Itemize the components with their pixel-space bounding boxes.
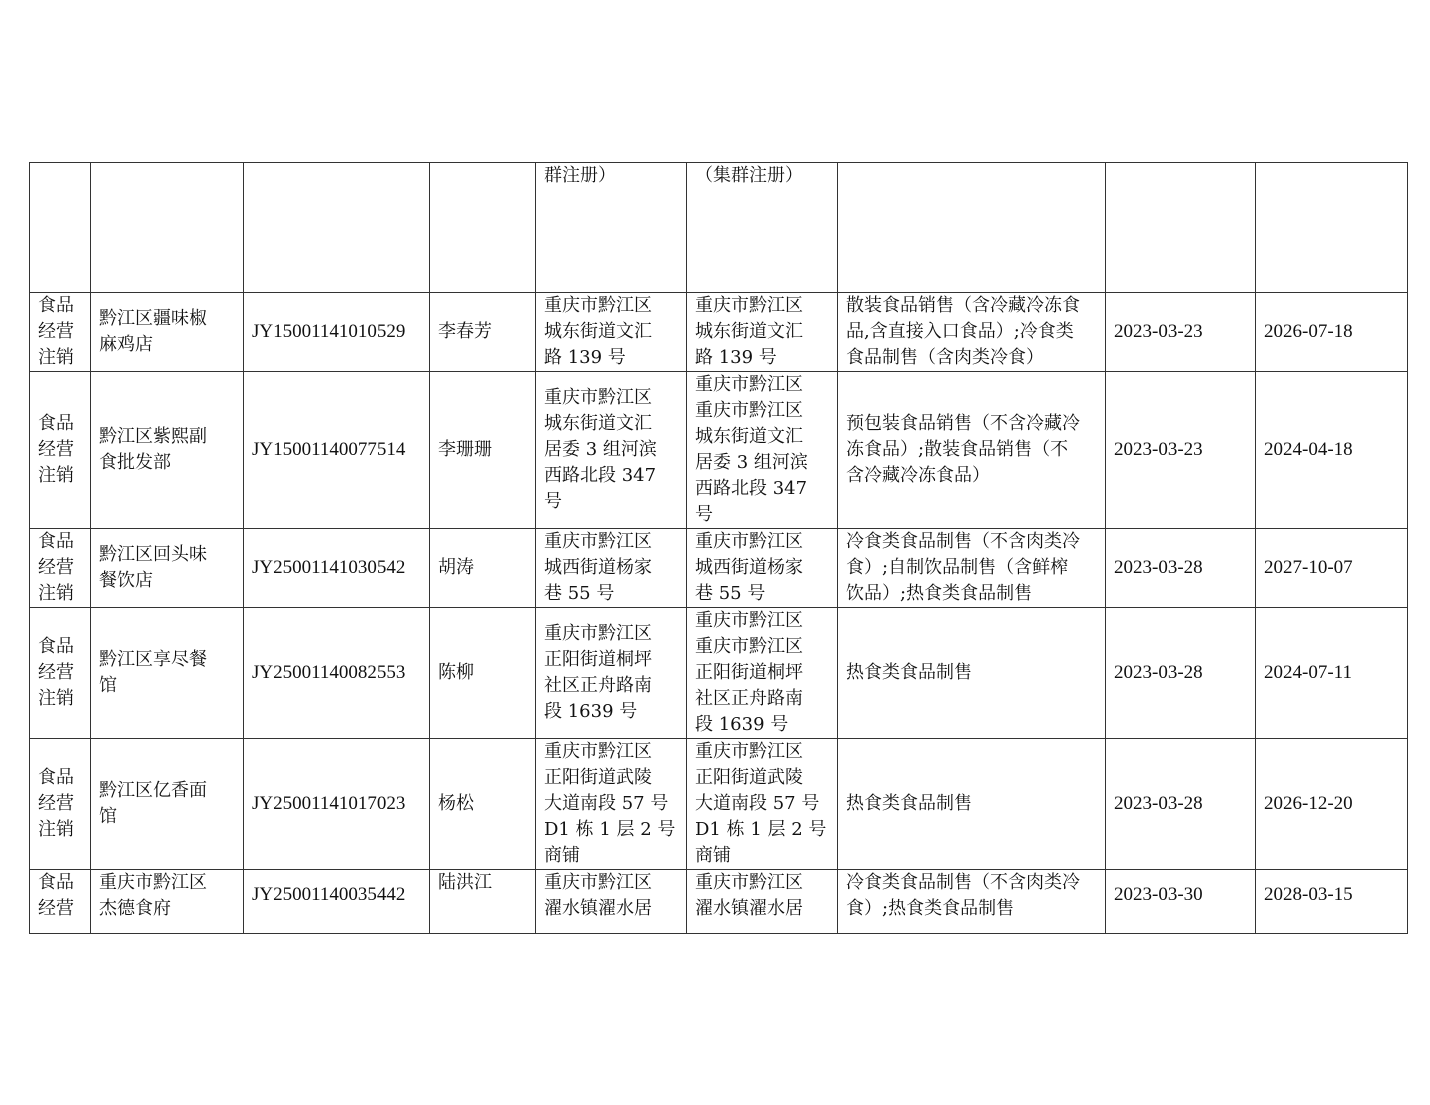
type-cell: 食品 经营 注销	[30, 608, 91, 739]
expire-date-cell: 2028-03-15	[1256, 870, 1408, 934]
business-address-cell: 重庆市黔江区 正阳街道武陵 大道南段 57 号 D1 栋 1 层 2 号 商铺	[687, 739, 838, 870]
expire-date-cell: 2024-04-18	[1256, 372, 1408, 529]
type-cell: 食品 经营 注销	[30, 529, 91, 608]
cancel-date-cell: 2023-03-23	[1106, 372, 1256, 529]
table-row	[30, 608, 1408, 739]
license-cancellation-table	[29, 162, 1408, 934]
cancel-date-cell: 2023-03-28	[1106, 739, 1256, 870]
license-no-cell: JY25001141030542	[244, 529, 430, 608]
person-cell: 杨松	[430, 739, 536, 870]
business-address-cell: （集群注册）	[687, 163, 838, 293]
type-cell	[30, 163, 91, 293]
scope-cell: 热食类食品制售	[838, 608, 1106, 739]
business-address-cell: 重庆市黔江区 城东街道文汇 路 139 号	[687, 293, 838, 372]
name-cell: 黔江区疆味椒 麻鸡店	[91, 293, 244, 372]
table-row	[30, 739, 1408, 870]
cancel-date-cell: 2023-03-28	[1106, 529, 1256, 608]
business-address-cell: 重庆市黔江区 城西街道杨家 巷 55 号	[687, 529, 838, 608]
person-cell: 李春芳	[430, 293, 536, 372]
person-cell: 胡涛	[430, 529, 536, 608]
business-address-cell: 重庆市黔江区 濯水镇濯水居	[687, 870, 838, 934]
type-cell: 食品 经营 注销	[30, 739, 91, 870]
person-cell: 李珊珊	[430, 372, 536, 529]
name-cell: 黔江区紫熙副 食批发部	[91, 372, 244, 529]
table-row	[30, 870, 1408, 934]
table-row-continuation	[30, 163, 1408, 293]
scope-cell	[838, 163, 1106, 293]
name-cell: 黔江区享尽餐 馆	[91, 608, 244, 739]
registered-address-cell: 重庆市黔江区 城西街道杨家 巷 55 号	[536, 529, 687, 608]
license-no-cell: JY15001140077514	[244, 372, 430, 529]
name-cell: 重庆市黔江区 杰德食府	[91, 870, 244, 934]
name-cell	[91, 163, 244, 293]
registered-address-cell: 重庆市黔江区 正阳街道桐坪 社区正舟路南 段 1639 号	[536, 608, 687, 739]
scope-cell: 散装食品销售（含冷藏冷冻食 品,含直接入口食品）;冷食类 食品制售（含肉类冷食）	[838, 293, 1106, 372]
scope-cell: 热食类食品制售	[838, 739, 1106, 870]
expire-date-cell: 2024-07-11	[1256, 608, 1408, 739]
business-address-cell: 重庆市黔江区 重庆市黔江区 城东街道文汇 居委 3 组河滨 西路北段 347 号	[687, 372, 838, 529]
person-cell	[430, 163, 536, 293]
scope-cell: 冷食类食品制售（不含肉类冷 食）;热食类食品制售	[838, 870, 1106, 934]
registered-address-cell: 重庆市黔江区 濯水镇濯水居	[536, 870, 687, 934]
cancel-date-cell: 2023-03-28	[1106, 608, 1256, 739]
business-address-cell: 重庆市黔江区 重庆市黔江区 正阳街道桐坪 社区正舟路南 段 1639 号	[687, 608, 838, 739]
table-row	[30, 529, 1408, 608]
registered-address-cell: 重庆市黔江区 正阳街道武陵 大道南段 57 号 D1 栋 1 层 2 号 商铺	[536, 739, 687, 870]
expire-date-cell	[1256, 163, 1408, 293]
type-cell: 食品 经营	[30, 870, 91, 934]
table-row	[30, 372, 1408, 529]
name-cell: 黔江区亿香面 馆	[91, 739, 244, 870]
license-no-cell: JY25001141017023	[244, 739, 430, 870]
license-no-cell	[244, 163, 430, 293]
registered-address-cell: 重庆市黔江区 城东街道文汇 居委 3 组河滨 西路北段 347 号	[536, 372, 687, 529]
registered-address-cell: 群注册）	[536, 163, 687, 293]
license-no-cell: JY25001140035442	[244, 870, 430, 934]
cancel-date-cell: 2023-03-23	[1106, 293, 1256, 372]
registered-address-cell: 重庆市黔江区 城东街道文汇 路 139 号	[536, 293, 687, 372]
person-cell: 陈柳	[430, 608, 536, 739]
cancel-date-cell	[1106, 163, 1256, 293]
license-no-cell: JY15001141010529	[244, 293, 430, 372]
expire-date-cell: 2027-10-07	[1256, 529, 1408, 608]
expire-date-cell: 2026-07-18	[1256, 293, 1408, 372]
scope-cell: 预包装食品销售（不含冷藏冷 冻食品）;散装食品销售（不 含冷藏冷冻食品）	[838, 372, 1106, 529]
person-cell: 陆洪江	[430, 870, 536, 934]
cancel-date-cell: 2023-03-30	[1106, 870, 1256, 934]
scope-cell: 冷食类食品制售（不含肉类冷 食）;自制饮品制售（含鲜榨 饮品）;热食类食品制售	[838, 529, 1106, 608]
type-cell: 食品 经营 注销	[30, 293, 91, 372]
expire-date-cell: 2026-12-20	[1256, 739, 1408, 870]
license-no-cell: JY25001140082553	[244, 608, 430, 739]
type-cell: 食品 经营 注销	[30, 372, 91, 529]
table-row	[30, 293, 1408, 372]
name-cell: 黔江区回头味 餐饮店	[91, 529, 244, 608]
